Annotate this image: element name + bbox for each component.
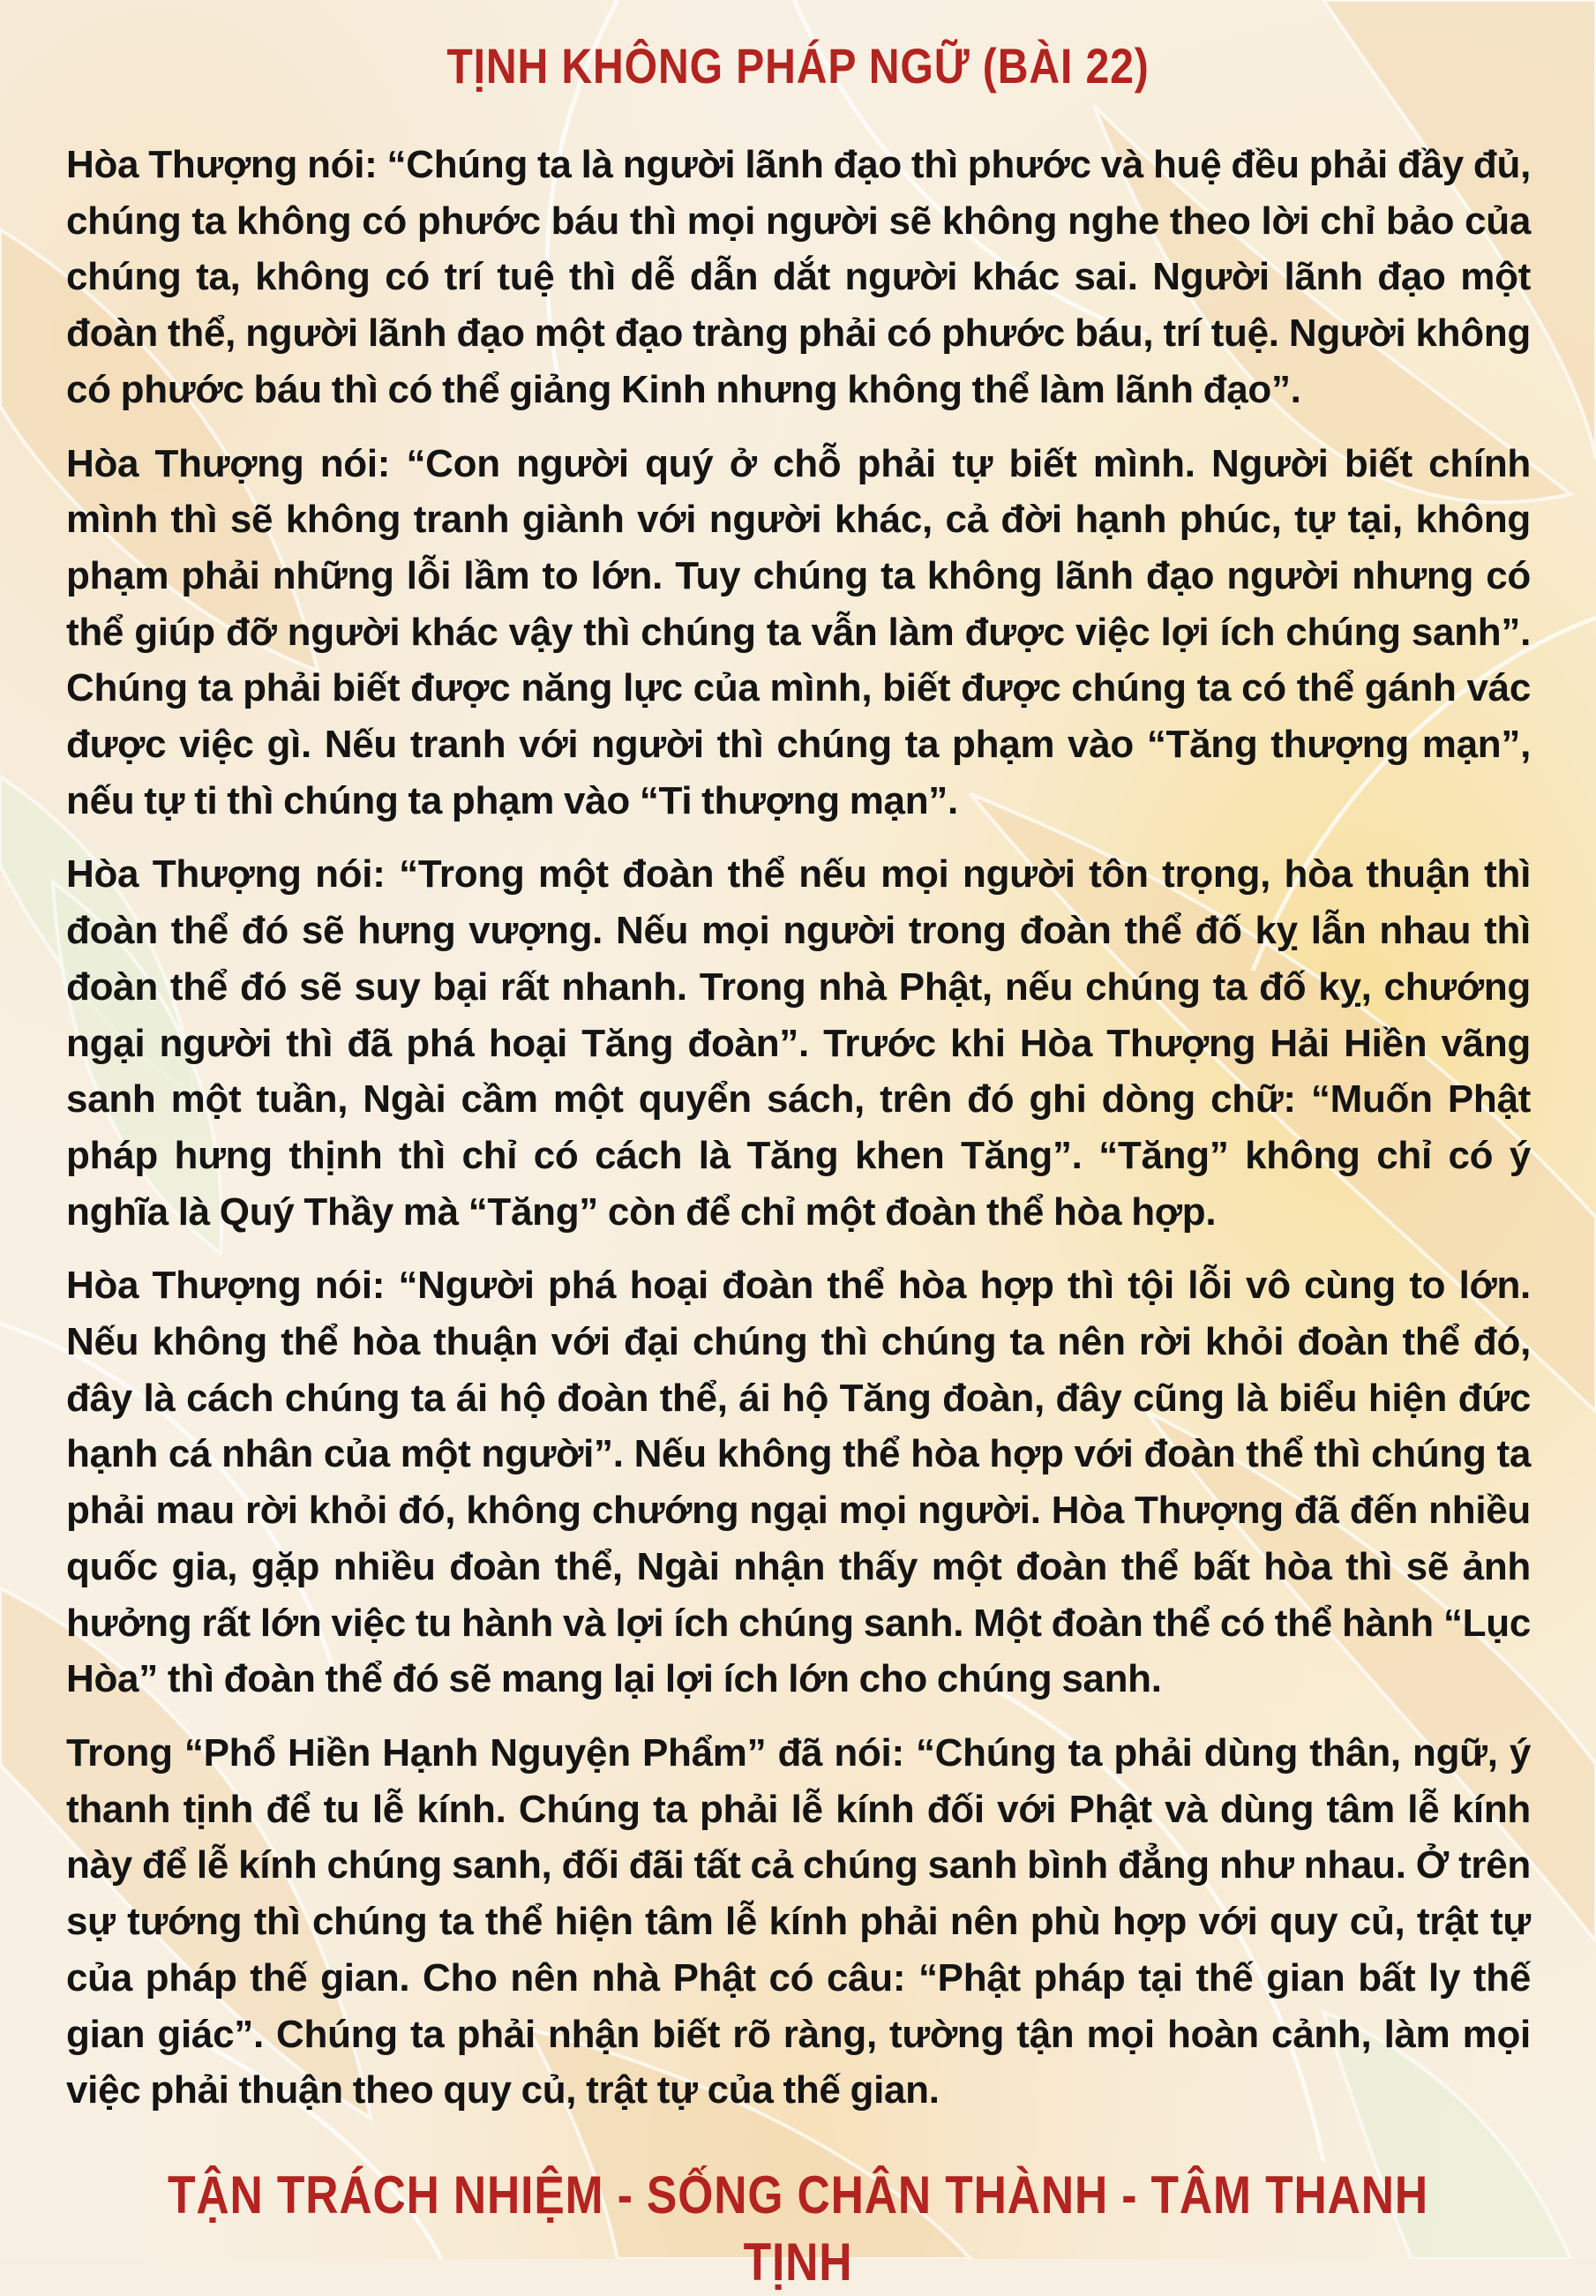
paragraph: Hòa Thượng nói: “Người phá hoại đoàn thể hòa hợp thì tội lỗi vô cùng to lớn. Nếu không thể hòa thuận với đại chúng thì chúng ta nên rời khỏi đoàn thể đó, đây là cách chúng ta ái hộ đoàn thể, ái hộ Tăng đoàn, đây cũng là biểu hiện đức hạnh cá nhân của một người”. Nếu không thể hòa hợp với đoàn thể thì chúng ta phải mau rời khỏi đó, không chướng ngại mọi người. Hòa Thượng đã đến nhiều quốc gia, gặp nhiều đoàn thể, Ngài nhận thấy một đoàn thể bất hòa thì sẽ ảnh hưởng rất lớn việc tu hành và lợi ích chúng sanh. Một đoàn thể có thể hành “Lục Hòa” thì đoàn thể đó sẽ mang lại lợi ích lớn cho chúng sanh.	[66, 1264, 1531, 1701]
paragraph: Hòa Thượng nói: “Chúng ta là người lãnh đạo thì phước và huệ đều phải đầy đủ, chúng ta không có phước báu thì mọi người sẽ không nghe theo lời chỉ bảo của chúng ta, không có trí tuệ thì dễ dẫn dắt người khác sai. Người lãnh đạo một đoàn thể, người lãnh đạo một đạo tràng phải có phước báu, trí tuệ. Người không có phước báu thì có thể giảng Kinh nhưng không thể làm lãnh đạo”.	[66, 143, 1531, 411]
page-title: TỊNH KHÔNG PHÁP NGỮ (BÀI 22)	[446, 38, 1150, 94]
body-text	[66, 137, 1531, 2136]
footer-motto: TẬN TRÁCH NHIỆM - SỐNG CHÂN THÀNH - TÂM THANH TỊNH	[168, 2165, 1428, 2292]
paragraph: Trong “Phổ Hiền Hạnh Nguyện Phẩm” đã nói: “Chúng ta phải dùng thân, ngữ, ý thanh tịnh để tu lễ kính. Chúng ta phải lễ kính đối với Phật và dùng tâm lễ kính này để lễ kính chúng sanh, đối đãi tất cả chúng sanh bình đẳng như nhau. Ở trên sự tướng thì chúng ta thể hiện tâm lễ kính phải nên phù hợp với quy củ, trật tự của pháp thế gian. Cho nên nhà Phật có câu: “Phật pháp tại thế gian bất ly thế gian giác”. Chúng ta phải nhận biết rõ ràng, tường tận mọi hoàn cảnh, làm mọi việc phải thuận theo quy củ, trật tự của thế gian.	[66, 1730, 1531, 2112]
paragraph: Hòa Thượng nói: “Con người quý ở chỗ phải tự biết mình. Người biết chính mình thì sẽ không tranh giành với người khác, cả đời hạnh phúc, tự tại, không phạm phải những lỗi lầm to lớn. Tuy chúng ta không lãnh đạo người nhưng có thể giúp đỡ người khác vậy thì chúng ta vẫn làm được việc lợi ích chúng sanh”. Chúng ta phải biết được năng lực của mình, biết được chúng ta có thể gánh vác được việc gì. Nếu tranh với người thì chúng ta phạm vào “Tăng thượng mạn”, nếu tự ti thì chúng ta phạm vào “Ti thượng mạn”.	[66, 441, 1531, 822]
paragraph: Hòa Thượng nói: “Trong một đoàn thể nếu mọi người tôn trọng, hòa thuận thì đoàn thể đó sẽ hưng vượng. Nếu mọi người trong đoàn thể đố kỵ lẫn nhau thì đoàn thể đó sẽ suy bại rất nhanh. Trong nhà Phật, nếu chúng ta đố kỵ, chướng ngại người thì đã phá hoại Tăng đoàn”. Trước khi Hòa Thượng Hải Hiền vãng sanh một tuần, Ngài cầm một quyển sách, trên đó ghi dòng chữ: “Muốn Phật pháp hưng thịnh thì chỉ có cách là Tăng khen Tăng”. “Tăng” không chỉ có ý nghĩa là Quý Thầy mà “Tăng” còn để chỉ một đoàn thể hòa hợp.	[66, 852, 1531, 1234]
